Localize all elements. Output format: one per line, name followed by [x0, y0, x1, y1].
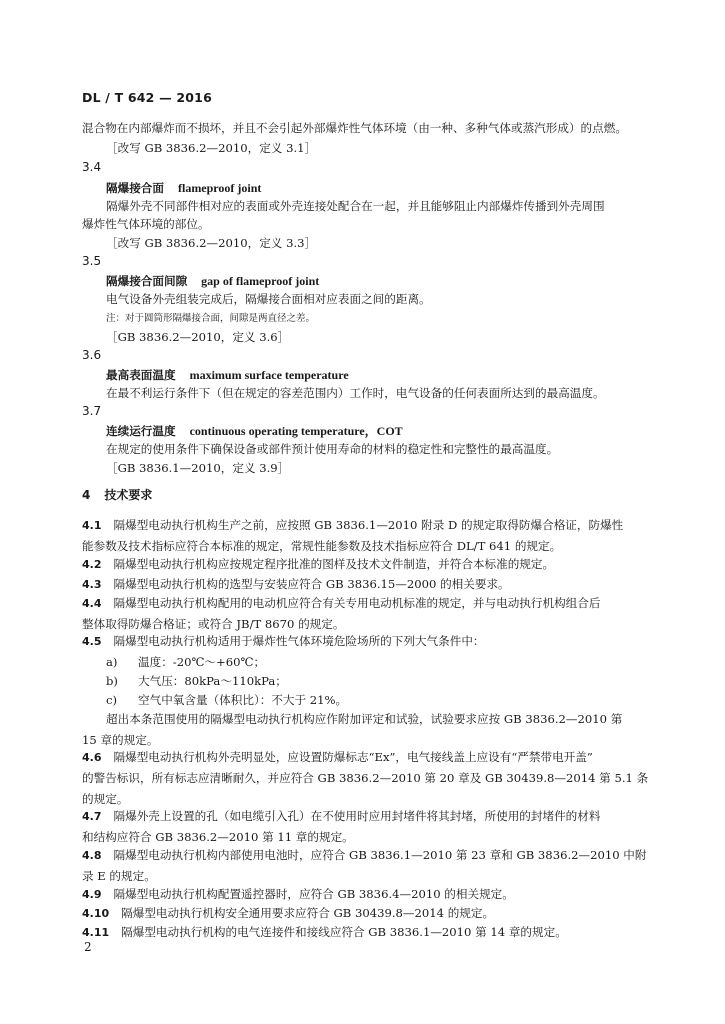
clause-number: 4.8 [82, 849, 102, 862]
clause-number: 4.2 [82, 558, 102, 571]
condition-text: 大气压：80kPa～110kPa； [138, 674, 287, 688]
term-definition: 电气设备外壳组装完成后，隔爆接合面相对应表面之间的距离。 [106, 292, 431, 306]
clause-4-9 [82, 884, 658, 905]
clause-text: 隔爆型电动执行机构生产之前，应按照 GB 3836.1—2010 附录 D 的规定取得防爆合格证，防爆性 [113, 518, 624, 532]
condition-text: 空气中氧含量（体积比）：不大于 21%。 [138, 693, 348, 707]
condition-label: c) [106, 693, 118, 707]
clause-4-11 [82, 922, 658, 943]
reference-note: ［GB 3836.2—2010，定义 3.6］ [106, 330, 290, 344]
clause-4-7 [82, 806, 658, 848]
term-number: 3.4 [82, 160, 102, 174]
standard-code-header: DL / T 642 — 2016 [82, 90, 212, 105]
clause-4-4 [82, 593, 658, 635]
term-definition: 在规定的使用条件下确保设备或部件预计使用寿命的材料的稳定性和完整性的最高温度。 [106, 442, 559, 456]
clause-4-5 [82, 631, 658, 652]
clause-text: 隔爆型电动执行机构外壳明显处，应设置防爆标志“Ex”，电气接线盖上应设有“严禁带电开盖” [113, 750, 593, 764]
condition-label: a) [106, 655, 118, 669]
condition-item [106, 654, 265, 670]
term-heading [106, 365, 349, 385]
clause-text-cont: 的警告标识，所有标志应清晰耐久，并应符合 GB 3836.2—2010 第 20 章及 GB 30439.8—2014 第 5.1 条 [82, 771, 649, 785]
term-definition-cont: 爆炸性气体环境的部位。 [82, 217, 210, 231]
page-number: 2 [84, 940, 92, 954]
clause-text-cont: 录 E 的规定。 [82, 869, 156, 883]
clause-number: 4.3 [82, 578, 102, 591]
term-note: 注：对于圆筒形隔爆接合面，间隙是两直径之差。 [106, 313, 316, 324]
term-en: continuous operating temperature，COT [189, 424, 403, 438]
section-title: 技术要求 [104, 488, 153, 502]
clause-4-1 [82, 515, 658, 557]
term-zh: 隔爆接合面 [106, 181, 164, 195]
term-heading [106, 178, 261, 198]
condition-label: b) [106, 674, 118, 688]
section-heading [82, 486, 152, 503]
clause-text: 隔爆型电动执行机构内部使用电池时，应符合 GB 3836.1—2010 第 23 章和 GB 3836.2—2010 中附 [113, 848, 647, 862]
clause-4-10 [82, 903, 658, 924]
condition-item [106, 673, 287, 689]
term-definition: 在最不利运行条件下（但在规定的容差范围内）工作时，电气设备的任何表面所达到的最高温度。 [106, 386, 605, 400]
term-heading [106, 271, 319, 291]
continuation-text: 混合物在内部爆炸而不损坏，并且不会引起外部爆炸性气体环境（由一种、多种气体或蒸汽形成）的点燃。 [82, 121, 627, 135]
condition-item [106, 692, 347, 708]
reference-note: ［GB 3836.1—2010，定义 3.9］ [106, 461, 290, 475]
clause-number: 4.11 [82, 926, 110, 939]
clause-text-cont: 15 章的规定。 [82, 733, 159, 747]
clause-number: 4.7 [82, 810, 102, 823]
clause-text-cont: 的规定。 [82, 792, 129, 806]
term-en: flameproof joint [177, 181, 262, 195]
clause-text: 隔爆型电动执行机构的选型与安装应符合 GB 3836.15—2000 的相关要求。 [113, 577, 510, 591]
clause-text-cont: 整体取得防爆合格证；或符合 JB/T 8670 的规定。 [82, 617, 345, 631]
term-definition: 隔爆外壳不同部件相对应的表面或外壳连接处配合在一起，并且能够阻止内部爆炸传播到外壳周围 [106, 199, 605, 213]
clause-number: 4.5 [82, 635, 102, 648]
term-heading [106, 421, 403, 441]
clause-text: 超出本条范围使用的隔爆型电动执行机构应作附加评定和试验，试验要求应按 GB 3836.2—2010 第 [106, 712, 623, 726]
clause-text: 隔爆型电动执行机构的电气连接件和接线应符合 GB 3836.1—2010 第 14 章的规定。 [121, 925, 567, 939]
condition-text: 温度：-20℃～+60℃； [138, 655, 266, 669]
clause-text: 隔爆型电动执行机构应按规定程序批准的图样及技术文件制造，并符合本标准的规定。 [113, 557, 555, 571]
clause-number: 4.4 [82, 597, 102, 610]
term-zh: 隔爆接合面间隙 [106, 274, 188, 288]
clause-4-8 [82, 845, 658, 887]
term-en: gap of flameproof joint [201, 274, 320, 288]
reference-note: ［改写 GB 3836.2—2010，定义 3.1］ [106, 141, 317, 155]
clause-number: 4.10 [82, 907, 110, 920]
clause-4-6 [82, 747, 658, 810]
section-number: 4 [82, 488, 91, 502]
clause-text-cont: 能参数及技术指标应符合本标准的规定，常规性能参数及技术指标应符合 DL/T 641 的规定。 [82, 539, 562, 553]
term-zh: 最高表面温度 [106, 368, 176, 382]
term-number: 3.7 [82, 404, 102, 418]
clause-text: 隔爆型电动执行机构配用的电动机应符合有关专用电动机标准的规定，并与电动执行机构组合后 [113, 596, 601, 610]
clause-number: 4.6 [82, 751, 102, 764]
term-number: 3.6 [82, 348, 102, 362]
term-zh: 连续运行温度 [106, 424, 176, 438]
clause-4-3 [82, 574, 658, 595]
term-number: 3.5 [82, 254, 102, 268]
clause-text: 隔爆外壳上设置的孔（如电缆引入孔）在不使用时应用封堵件将其封堵，所使用的封堵件的材料 [113, 809, 601, 823]
reference-note: ［改写 GB 3836.2—2010，定义 3.3］ [106, 236, 317, 250]
term-en: maximum surface temperature [189, 368, 349, 382]
clause-4-2 [82, 554, 658, 575]
clause-text: 隔爆型电动执行机构配置遥控器时，应符合 GB 3836.4—2010 的相关规定。 [113, 887, 514, 901]
clause-text-cont: 和结构应符合 GB 3836.2—2010 第 11 章的规定。 [82, 830, 354, 844]
clause-text: 隔爆型电动执行机构安全通用要求应符合 GB 30439.8—2014 的规定。 [121, 906, 495, 920]
clause-4-5-tail [82, 709, 658, 751]
clause-number: 4.1 [82, 519, 102, 532]
clause-text: 隔爆型电动执行机构适用于爆炸性气体环境危险场所的下列大气条件中： [113, 634, 485, 648]
clause-number: 4.9 [82, 888, 102, 901]
